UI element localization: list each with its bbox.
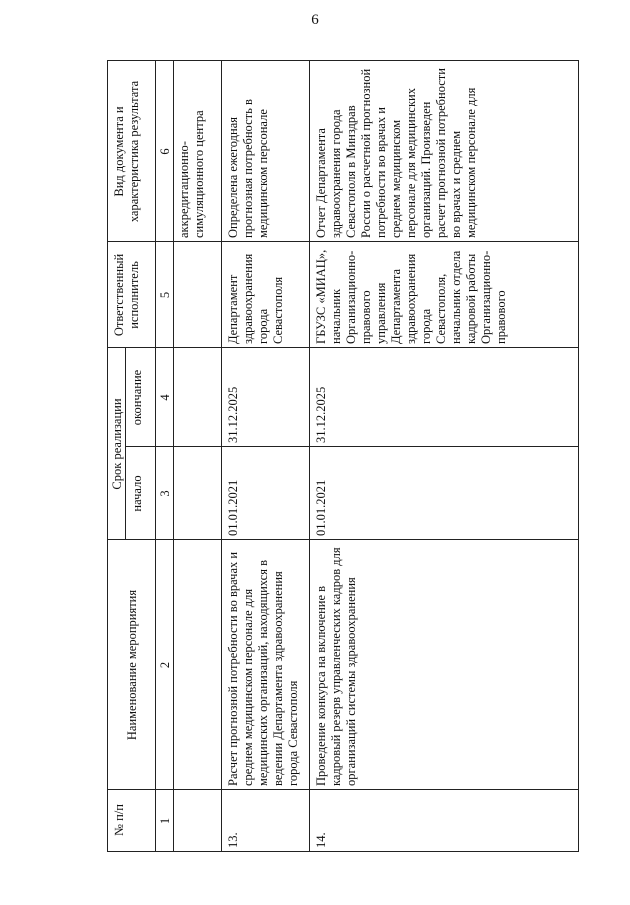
row14-end: 31.12.2025 xyxy=(314,386,328,443)
colnum-5: 5 xyxy=(158,291,172,299)
header-responsible: Ответственный исполнитель xyxy=(112,253,141,337)
row13-num: 13. xyxy=(226,832,240,848)
row14-start: 01.01.2021 xyxy=(314,479,328,536)
header-start: начало xyxy=(130,475,144,512)
row13-end: 31.12.2025 xyxy=(226,386,240,443)
colnum-3: 3 xyxy=(158,490,172,497)
row-continuation-result: аккредитационно-симуляционного центра xyxy=(177,110,206,238)
page-number: 6 xyxy=(311,12,319,28)
colnum-1: 1 xyxy=(158,817,172,825)
row13-responsible: Департамент здравоохранения города Севастополя xyxy=(226,253,285,344)
header-term: Срок реализации xyxy=(110,398,124,490)
row13-name: Расчет прогнозной потребности во врачах и среднем медицинском персонале для медицинских организаций, находящихся в ведении Департамента здравоохранения города Севастополя xyxy=(226,551,300,786)
row1-divider xyxy=(221,60,222,852)
row14-num: 14. xyxy=(314,832,328,848)
header-end: окончание xyxy=(130,369,144,426)
row13-divider xyxy=(309,60,310,852)
row13-start: 01.01.2021 xyxy=(226,479,240,536)
colnum-2: 2 xyxy=(158,661,172,669)
colnum-4: 4 xyxy=(158,394,172,401)
table-border-bottom xyxy=(578,60,579,852)
header-num: № п/п xyxy=(112,804,126,836)
header-name: Наименование мероприятия xyxy=(125,589,139,741)
header-result: Вид документа и характеристика результата xyxy=(112,80,141,223)
colnum-divider xyxy=(173,60,174,852)
row13-result: Определена ежегодная прогнозная потребность в медицинском персонале xyxy=(226,99,270,238)
row14-result: Отчет Департамента здравоохранения города Севастополя в Минздрав России о расчетной прогнозной потребности во врачах и среднем медицинском персонале для медицинских организаций. Произведен расчет прогнозной потребности во врачах и среднем медицинском персонале для xyxy=(314,68,478,238)
term-subheader-divider xyxy=(125,348,126,540)
colnum-6: 6 xyxy=(158,148,172,155)
rotated-table xyxy=(107,60,579,852)
row14-name: Проведение конкурса на включение в кадровый резерв управленческих кадров для организаций системы здравоохранения xyxy=(314,547,358,786)
row14-responsible: ГБУЗС «МИАЦ», начальник Организационно-правового управления Департамента здравоохранения города Севастополя, начальник отдела кадровой работы Организационно-правового xyxy=(314,249,508,344)
